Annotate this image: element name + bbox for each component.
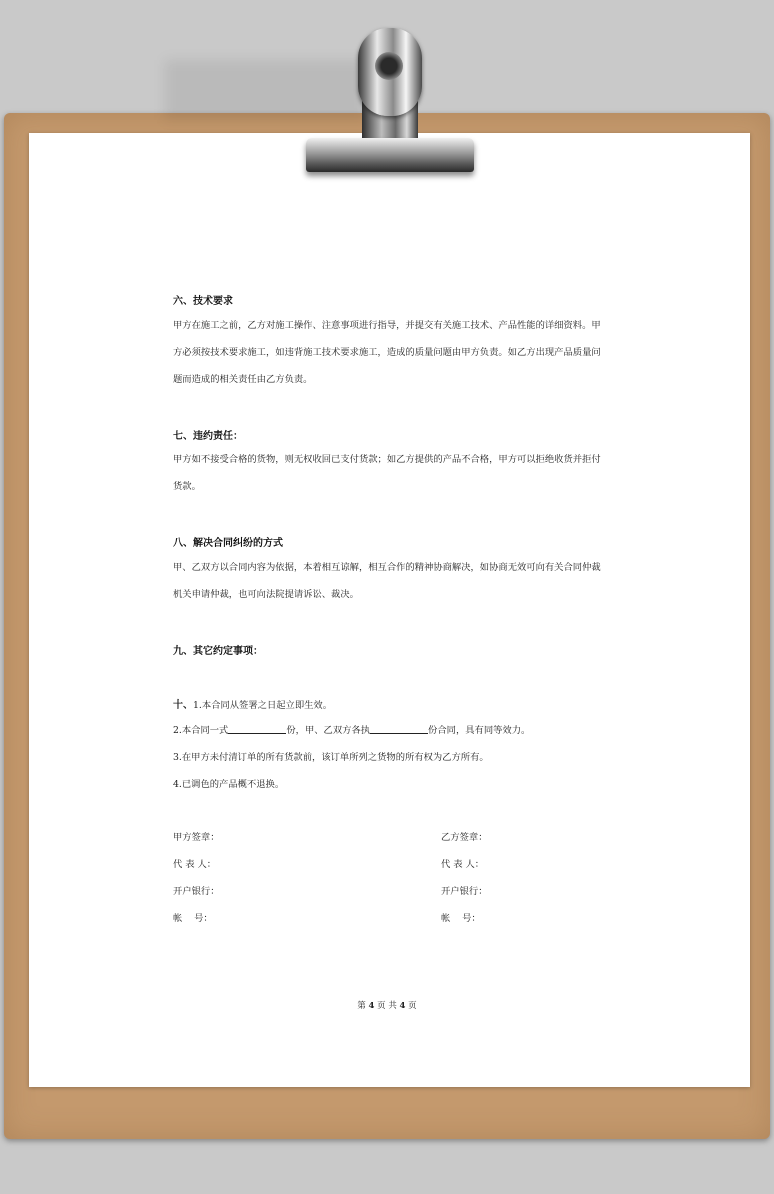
- footer-middle: 页 共: [377, 1001, 397, 1011]
- party-b-representative-label: 代 表 人：: [441, 859, 485, 870]
- page-footer: [0, 999, 774, 1011]
- clause-2-part-c: 份合同，具有同等效力。: [428, 725, 531, 736]
- clause-1-text: 1.本合同从签署之日起立即生效。: [193, 700, 333, 711]
- clip-bar: [306, 138, 474, 172]
- party-a-account-label: 帐 号：: [173, 913, 213, 924]
- clause-2-part-a: 2.本合同一式: [173, 725, 229, 736]
- total-page-number: 4: [399, 1001, 406, 1011]
- party-b-bank-label: 开户银行：: [441, 886, 488, 897]
- section-heading-dispute: 八、解决合同纠纷的方式: [173, 538, 283, 549]
- footer-prefix: 第: [357, 1001, 366, 1011]
- clip-hole: [375, 52, 403, 80]
- clause-prefix: 十、: [173, 700, 193, 711]
- party-a-representative-label: 代 表 人：: [173, 859, 217, 870]
- section-body-dispute: 甲、乙双方以合同内容为依据，本着相互谅解，相互合作的精神协商解决，如协商无效可向有关合同仲裁机关申请仲裁，也可向法院提请诉讼、裁决。: [173, 562, 601, 600]
- clip-shadow: [165, 60, 365, 120]
- clause-3: 3.在甲方未付清订单的所有货款前，该订单所列之货物的所有权为乙方所有。: [173, 752, 489, 763]
- clause-4: 4.已调色的产品概不退换。: [173, 779, 285, 790]
- section-body-technical: 甲方在施工之前，乙方对施工操作、注意事项进行指导，并提交有关施工技术、产品性能的详细资料。甲方必须按技术要求施工，如违背施工技术要求施工，造成的质量问题由甲方负责。如乙方出现产品质量问题而造成的相关责任由乙方负责。: [173, 320, 601, 385]
- party-a-seal-label: 甲方签章：: [173, 832, 220, 843]
- section-body-liability: 甲方如不接受合格的货物，则无权收回已支付货款；如乙方提供的产品不合格，甲方可以拒绝收货并拒付货款。: [173, 454, 601, 492]
- party-a-bank-label: 开户银行：: [173, 886, 220, 897]
- section-heading-technical: 六、技术要求: [173, 296, 233, 307]
- section-heading-liability: 七、违约责任：: [173, 431, 243, 442]
- clause-1: [173, 696, 332, 711]
- current-page-number: 4: [368, 1001, 375, 1011]
- clause-2-part-b: 份，甲、乙双方各执: [286, 725, 371, 736]
- clause-2: [173, 722, 530, 736]
- footer-suffix: 页: [408, 1001, 417, 1011]
- copies-blank-each: [370, 723, 428, 734]
- copies-blank-total: [228, 723, 286, 734]
- party-b-account-label: 帐 号：: [441, 913, 481, 924]
- party-b-seal-label: 乙方签章：: [441, 832, 488, 843]
- section-heading-other: 九、其它约定事项：: [173, 646, 263, 657]
- document-page: [29, 133, 750, 1087]
